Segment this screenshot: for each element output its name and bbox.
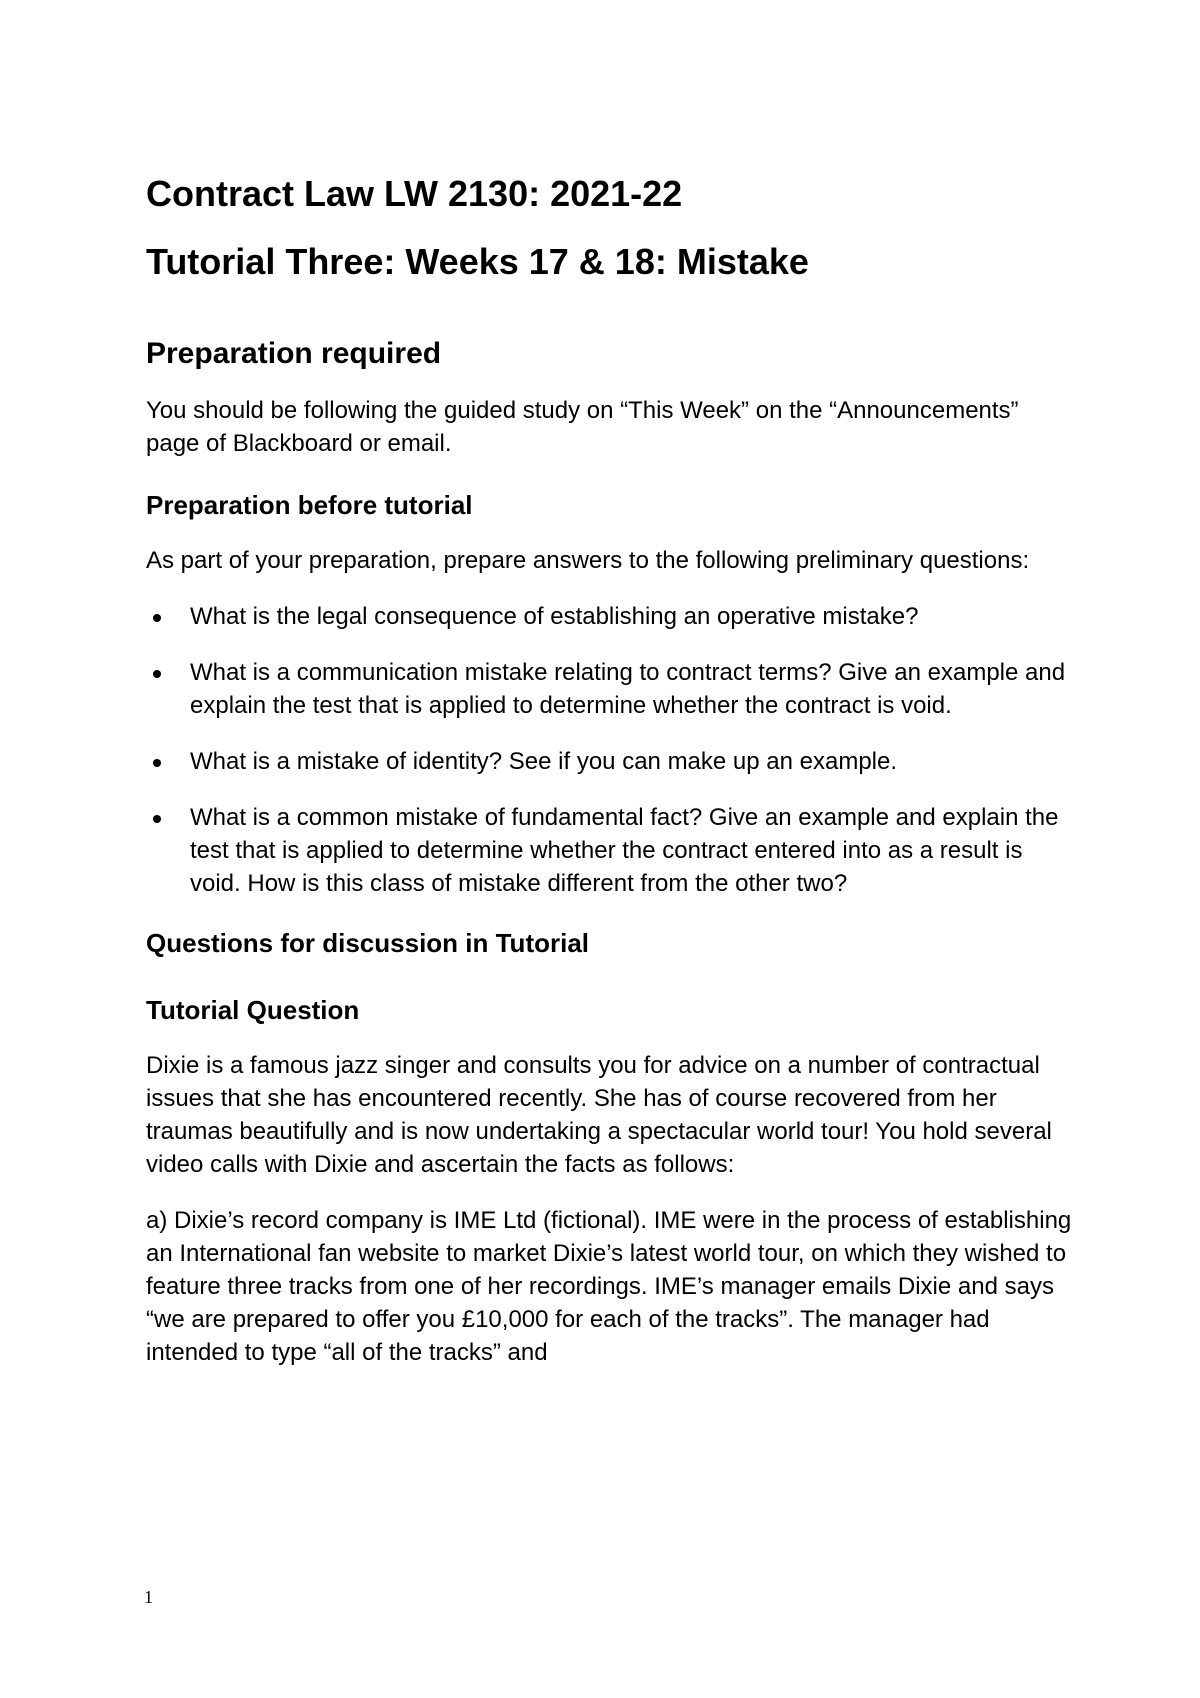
document-content: [146, 170, 1076, 1369]
tutorial-question-heading: Tutorial Question: [146, 995, 360, 1025]
list-item-text: What is a communication mistake relating to contract terms? Give an example and explain the test that is applied to determine whether the contract is void.: [190, 659, 1066, 719]
bullet-icon: [153, 815, 161, 823]
tutorial-question-paragraph-1: Dixie is a famous jazz singer and consults you for advice on a number of contractual issues that she has encountered recently. She has of course recovered from her traumas beautifully and is now undertaking a spectacular world tour! You hold several video calls with Dixie and ascertain the facts as follows:: [146, 1052, 1052, 1178]
list-item-text: What is the legal consequence of establishing an operative mistake?: [190, 603, 919, 630]
bullet-icon: [153, 614, 161, 622]
list-item: [146, 656, 1076, 722]
discussion-questions-heading: Questions for discussion in Tutorial: [146, 928, 590, 958]
bullet-icon: [153, 670, 161, 678]
preliminary-questions-list: [146, 600, 1076, 900]
list-item-text: What is a common mistake of fundamental fact? Give an example and explain the test that is applied to determine whether the contract entered into as a result is void. How is this class of mistake different from the other two?: [190, 804, 1059, 897]
bullet-icon: [153, 759, 161, 767]
list-item: [146, 745, 1076, 778]
preparation-intro-text: As part of your preparation, prepare answers to the following preliminary questions:: [146, 547, 1030, 574]
list-item-text: What is a mistake of identity? See if you can make up an example.: [190, 748, 898, 775]
page-number: 1: [144, 1587, 153, 1607]
course-title: Contract Law LW 2130: 2021-22: [146, 173, 683, 214]
preparation-required-text: You should be following the guided study on “This Week” on the “Announcements” page of Blackboard or email.: [146, 397, 1019, 457]
preparation-required-heading: Preparation required: [146, 337, 442, 370]
preparation-before-tutorial-heading: Preparation before tutorial: [146, 490, 473, 520]
list-item: [146, 801, 1076, 900]
tutorial-question-paragraph-2: a) Dixie’s record company is IME Ltd (fictional). IME were in the process of establishing an International fan website to market Dixie’s latest world tour, on which they wished to feature three tracks from one of her recordings. IME’s manager emails Dixie and says “we are prepared to offer you £10,000 for each of the tracks”. The manager had intended to type “all of the tracks” and: [146, 1207, 1072, 1366]
tutorial-title: Tutorial Three: Weeks 17 & 18: Mistake: [146, 241, 809, 282]
list-item: [146, 600, 1076, 633]
